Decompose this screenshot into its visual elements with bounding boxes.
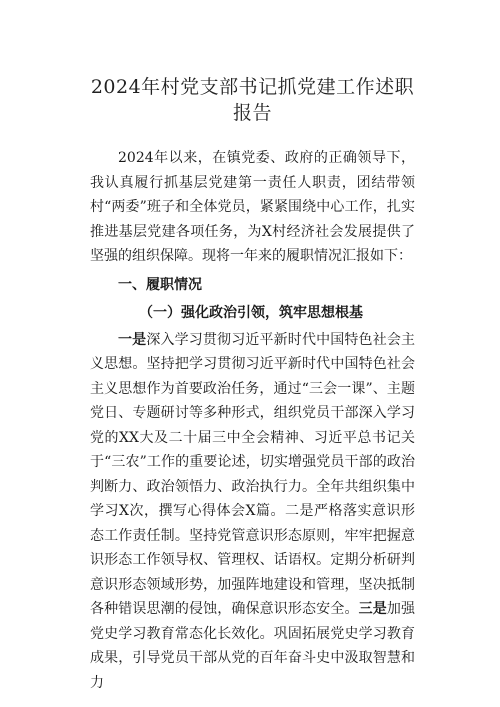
point-one-lead: 一是 <box>118 331 147 348</box>
document-title: 2024年村党支部书记抓党建工作述职报告 <box>90 76 415 124</box>
section-heading-performance: 一、履职情况 <box>118 276 202 293</box>
subsection-heading-political-guidance: （一）强化政治引领，筑牢思想根基 <box>139 305 363 321</box>
body-paragraph <box>90 328 415 696</box>
point-one-text: 深入学习贯彻习近平新时代中国特色社会主义思想。坚持把学习贯彻习近平新时代中国特色社会主义思想作为首要政治任务，通过“三会一课”、主题党日、专题研讨等多种形式，组织党员干部深入学习党的XX大及二十届三中全会精神、习近平总书记关于“三农”工作的重要论述，切实增强党员干部的政治判断力、政治领悟力、政治执行力。全年共组织集中学习X次，撰写心得体会X篇。二是严格落实意识形态工作责任制。坚持党管意识形态原则，牢牢把握意识形态工作领导权、管理权、话语权。定期分析研判意识形态领域形势，加强阵地建设和管理，坚决抵制各种错误思潮的侵蚀，确保意识形态安全。 <box>90 331 416 617</box>
point-three-text: 加强党史学习教育常态化长效化。巩固拓展党史学习教育成果，引导党员干部从党的百年奋斗史中汲取智慧和力 <box>90 601 416 691</box>
point-three-lead: 三是 <box>358 601 387 617</box>
intro-paragraph: 2024年以来，在镇党委、政府的正确领导下，我认真履行抓基层党建第一责任人职责，团结带领村“两委”班子和全体党员，紧紧围绕中心工作，扎实推进基层党建各项任务，为X村经济社会发展提供了坚强的组织保障。现将一年来的履职情况汇报如下： <box>90 150 415 264</box>
